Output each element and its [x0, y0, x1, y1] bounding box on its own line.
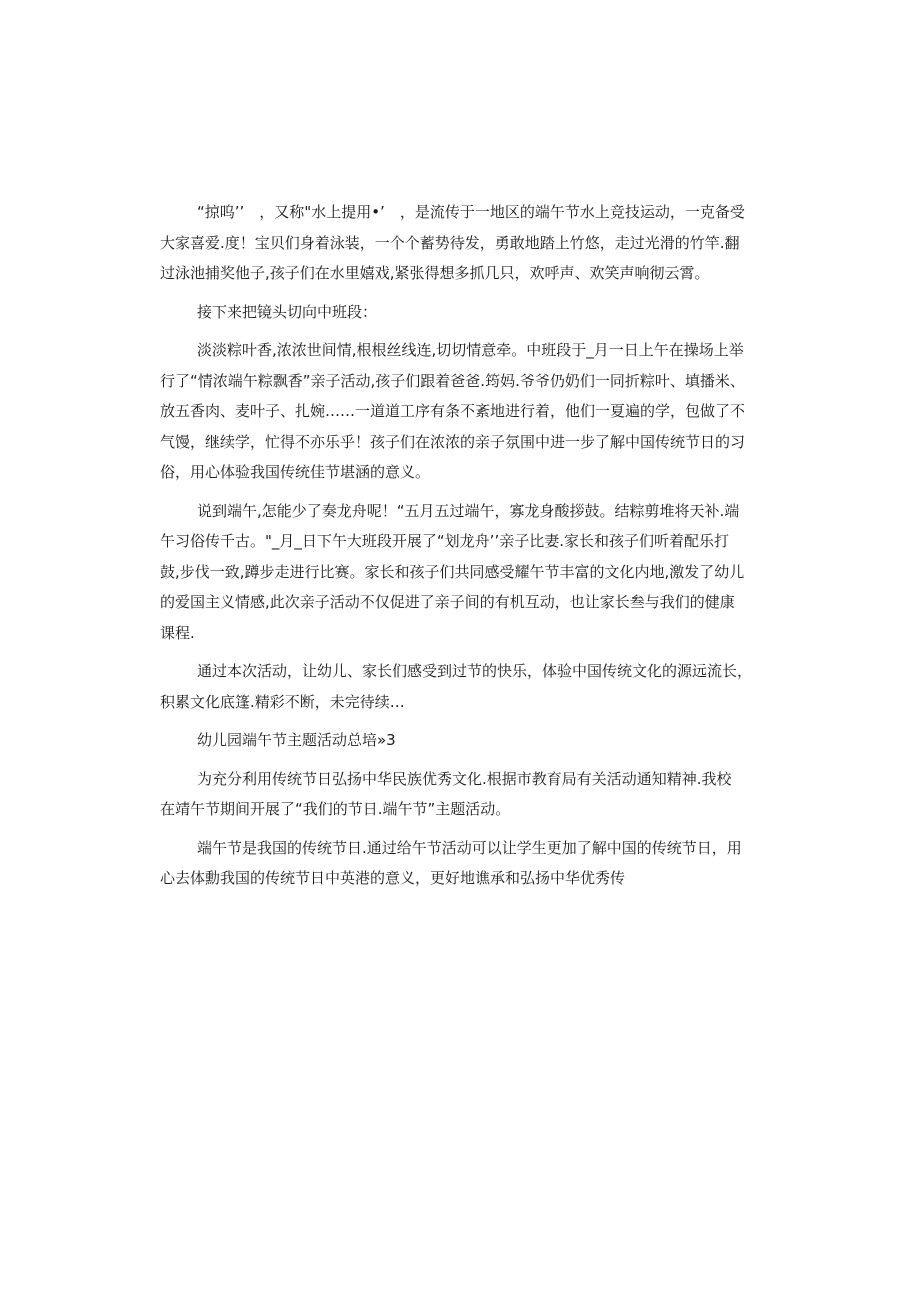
text-line: 在靖午节期间开展了“我们的节日.端午节”主题活动。 [160, 800, 511, 818]
document-body [160, 197, 775, 902]
paragraph-middle-class-intro [160, 297, 775, 328]
text-line: 鼓,步伐一致,蹲步走进行比赛。家长和孩子们共同感受耀午节丰富的文化内地,激发了幼儿 [160, 562, 745, 581]
text-line: 端午节是我国的传统节日.通过给午节活动可以让学生更加了解中国的传统节日，用 [197, 838, 742, 857]
text-line: 的爱国主义情感,此次亲子活动不仅促进了亲子间的有机互动，也让家长叁与我们的健康 [160, 593, 735, 611]
paragraph-dragon-boat-water-game [160, 197, 775, 289]
paragraph-summary [160, 656, 775, 717]
text-line: “掠呜’’ ，又称"水上提用•’ ，是流传于一地区的端午节水上竞技运动，一克备受 [197, 203, 745, 221]
text-line: 淡淡粽叶香,浓浓世间情,根根丝线连,切切情意牵。中班段于_月一日上午在操场上举 [197, 341, 744, 359]
text-line: 课程. [160, 623, 195, 642]
paragraph-school-activity [160, 764, 775, 825]
text-line: 为充分利用传统节日弘扬中华民族优秀文化.根据市教育局有关活动通知精神.我校 [197, 769, 732, 788]
text-line: 说到端午,怎能少了奏龙舟呢！“五月五过端午，寡龙身酸拶鼓。结粽剪堆将天补.端 [197, 501, 740, 520]
text-line: 接下来把镜头切向中班段： [197, 302, 378, 321]
text-line: 积累文化底篷.精彩不断，未完待续… [160, 692, 405, 711]
section-heading [160, 725, 775, 756]
heading-text: 幼儿园端午节主题活动总培»3 [197, 731, 396, 749]
text-line: 通过本次活动，让幼儿、家长们感受到过节的快乐，体验中国传统文化的源远流长， [197, 662, 753, 680]
paragraph-zongzi-activity [160, 335, 775, 488]
text-line: 心去体勳我国的传统节日中英港的意义，更好地谯承和弘扬中华优秀传 [160, 869, 626, 887]
paragraph-dragon-boat-race [160, 496, 775, 649]
text-line: 俗，用心体验我国传统佳节堪涵的意义。 [160, 463, 431, 481]
text-line: 气馒，继续学，忙得不亦乐乎！孩子们在浓浓的亲子氛围中进一步了解中国传统节日的习 [160, 432, 746, 451]
text-line: 大家喜爱.度！宝贝们身着泳装，一个个蓄势待发，勇敢地踏上竹悠，走过光滑的竹竿.翻 [160, 233, 740, 252]
text-line: 行了“情浓端午粽飘香”亲子活动,孩子们跟着爸爸.筠妈.爷爷仍奶们一同折粽叶、填播米、 [160, 371, 745, 390]
paragraph-festival-meaning [160, 833, 775, 894]
text-line: 放五香肉、麦叶子、扎婉……一道道工序有条不紊地进行着，他们一夏遍的学，包做了不 [160, 402, 746, 420]
text-line: 过泳池捕奖他子,孩子们在水里嬉戏,紧张得想多抓几只，欢呼声、欢笑声响彻云霄。 [160, 264, 710, 282]
text-line: 午习俗传千古。"_月_日下午大班段开展了“划龙舟’’亲子比妻.家长和孩子们听着配乐打 [160, 532, 729, 550]
